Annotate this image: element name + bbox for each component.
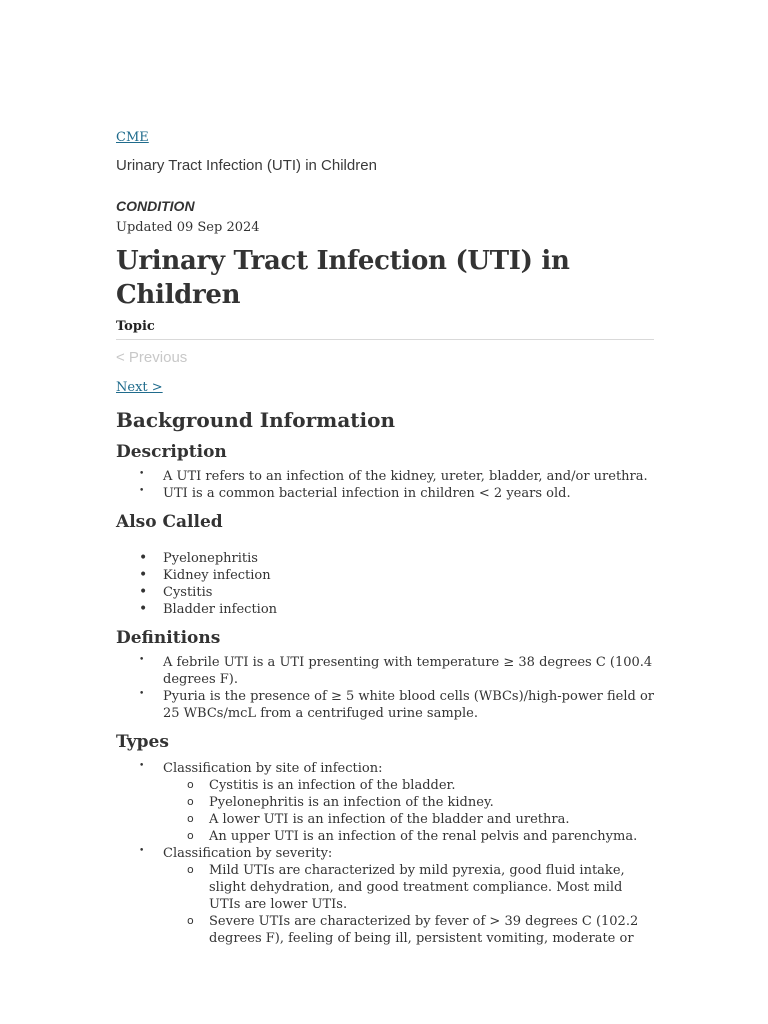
breadcrumb-cme-link[interactable]: CME (116, 130, 149, 145)
description-list (116, 468, 654, 502)
also-called-list (116, 550, 654, 618)
topic-label: Topic (116, 318, 654, 340)
list-item: • Kidney infection (116, 567, 654, 584)
list-item: • Bladder infection (116, 601, 654, 618)
sublist (163, 862, 654, 947)
list-item (116, 845, 654, 947)
heading-description: Description (116, 442, 227, 462)
list-item: • A UTI refers to an infection of the kidney, ureter, bladder, and/or urethra. (116, 468, 654, 485)
sublist-item: o Severe UTIs are characterized by fever of > 39 degrees C (102.2 degrees F), feeling of being ill, persistent vomiting, moderate or (163, 913, 654, 947)
sublist-item: o A lower UTI is an infection of the bladder and urethra. (163, 811, 654, 828)
list-item: • Cystitis (116, 584, 654, 601)
list-item (116, 760, 654, 845)
sublist-item: o Cystitis is an infection of the bladder. (163, 777, 654, 794)
heading-definitions: Definitions (116, 628, 221, 648)
page-title: Urinary Tract Infection (UTI) in Children (116, 246, 570, 310)
list-item: • A febrile UTI is a UTI presenting with temperature ≥ 38 degrees C (100.4 degrees F). (116, 654, 654, 688)
category-label: CONDITION (116, 198, 195, 214)
section-heading-background: Background Information (116, 408, 396, 432)
types-group-label: Classification by severity: (163, 846, 333, 861)
breadcrumb-current: Urinary Tract Infection (UTI) in Children (116, 157, 377, 174)
definitions-list (116, 654, 654, 722)
previous-link-disabled: < Previous (116, 349, 188, 366)
sublist-item: o Pyelonephritis is an infection of the kidney. (163, 794, 654, 811)
list-item: • Pyuria is the presence of ≥ 5 white blood cells (WBCs)/high-power field or 25 WBCs/mcL from a centrifuged urine sample. (116, 688, 654, 722)
list-item: • Pyelonephritis (116, 550, 654, 567)
heading-types: Types (116, 732, 169, 752)
sublist (163, 777, 654, 845)
types-list (116, 760, 654, 947)
sublist-item: o Mild UTIs are characterized by mild pyrexia, good fluid intake, slight dehydration, and good treatment compliance. Most mild UTIs are lower UTIs. (163, 862, 654, 913)
heading-also-called: Also Called (116, 512, 223, 532)
list-item: • UTI is a common bacterial infection in children < 2 years old. (116, 485, 654, 502)
article-page (116, 126, 654, 947)
sublist-item: o An upper UTI is an infection of the renal pelvis and parenchyma. (163, 828, 654, 845)
types-group-label: Classification by site of infection: (163, 761, 383, 776)
updated-date: Updated 09 Sep 2024 (116, 220, 260, 235)
next-link[interactable]: Next > (116, 380, 163, 395)
